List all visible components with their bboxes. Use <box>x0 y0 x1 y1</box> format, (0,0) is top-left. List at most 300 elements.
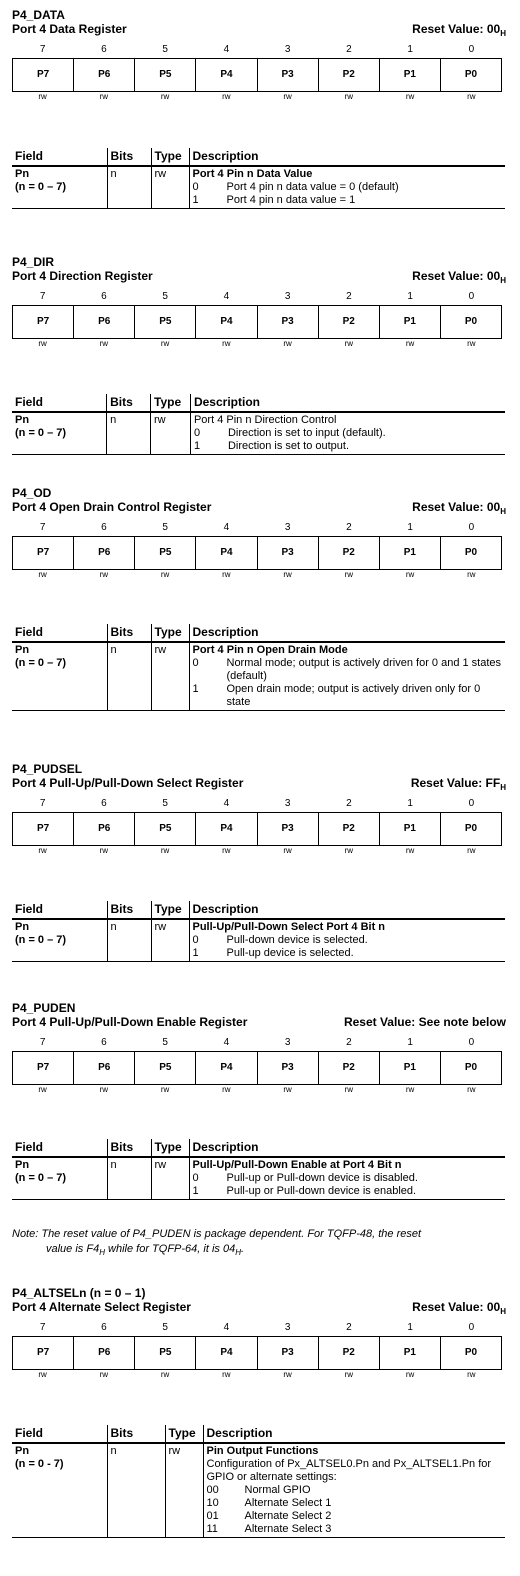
field-table <box>12 148 505 209</box>
bit-number: 4 <box>223 291 230 302</box>
bit-field-cell: P5 <box>134 813 195 845</box>
value-code: 0 <box>192 657 199 669</box>
table-row <box>12 412 505 455</box>
bit-access: rw <box>38 1370 47 1379</box>
register-header <box>12 762 506 858</box>
bit-access: rw <box>160 1085 170 1094</box>
bit-access: rw <box>467 846 476 855</box>
bit-access-row <box>12 92 502 104</box>
header-bits: Bits <box>107 394 151 412</box>
field-table <box>12 394 505 455</box>
header-field: Field <box>12 624 107 642</box>
bit-number: 5 <box>162 1322 168 1333</box>
register-header <box>12 486 506 582</box>
bit-field-cell: P5 <box>134 537 195 569</box>
value-text: Normal mode; output is actively driven for 0 and 1 states (default) <box>226 657 502 682</box>
bit-number: 4 <box>223 522 230 533</box>
description-value-row <box>193 947 503 960</box>
value-code: 1 <box>192 194 199 206</box>
bit-field-cell: P4 <box>195 537 256 569</box>
register-title: Port 4 Pull-Up/Pull-Down Enable Register <box>12 1015 248 1029</box>
register-name: P4_DATA <box>12 8 65 22</box>
table-header-row <box>12 1425 505 1443</box>
bit-access: rw <box>222 339 231 348</box>
type-cell: rw <box>151 1157 189 1200</box>
bit-field-cell: P2 <box>318 59 379 91</box>
bit-field-cell: P7 <box>36 69 50 80</box>
bit-access-row <box>12 339 502 351</box>
bit-access: rw <box>405 92 415 101</box>
bit-number-row <box>12 521 502 535</box>
field-cell <box>12 919 107 962</box>
description-title: Pull-Up/Pull-Down Select Port 4 Bit n <box>192 921 386 933</box>
description-value-row <box>207 1510 503 1523</box>
description-cell <box>189 166 505 209</box>
bit-field-cell: P1 <box>379 1337 440 1369</box>
bit-number: 7 <box>39 522 46 533</box>
bit-number: 2 <box>346 798 352 809</box>
bit-field-cell: P4 <box>195 813 256 845</box>
bit-field-cell: P0 <box>440 1052 501 1084</box>
bit-access: rw <box>99 570 109 579</box>
reset-value-label: Reset Value: 00 <box>412 269 501 283</box>
reset-value-subscript: H <box>500 29 506 38</box>
value-text: Alternate Select 1 <box>244 1497 332 1509</box>
type-cell: rw <box>151 412 191 455</box>
bit-number: 7 <box>39 291 46 302</box>
register-name: P4_PUDEN <box>12 1001 76 1015</box>
bit-field-cell: P7 <box>36 1347 50 1358</box>
reset-value-label: Reset Value: 00 <box>412 1300 501 1314</box>
description-body: Configuration of Px_ALTSEL0.Pn and Px_ALTSEL1.Pn for GPIO or alternate settings: <box>206 1458 492 1483</box>
bit-access: rw <box>283 846 292 855</box>
field-table <box>12 901 505 962</box>
bit-access: rw <box>344 92 354 101</box>
bit-number: 4 <box>223 44 230 55</box>
header-type: Type <box>151 901 189 919</box>
type-cell: rw <box>165 1443 203 1538</box>
bit-access-row <box>12 570 502 582</box>
bit-field-cell: P1 <box>379 813 440 845</box>
reset-value <box>412 269 506 288</box>
header-type: Type <box>151 624 189 642</box>
reset-value <box>344 1015 506 1034</box>
header-field: Field <box>12 1425 107 1443</box>
bit-access: rw <box>99 1370 109 1379</box>
bits-cell: n <box>107 166 151 209</box>
reset-value-subscript: H <box>500 1307 506 1316</box>
header-bits: Bits <box>107 624 151 642</box>
bit-access: rw <box>222 1085 231 1094</box>
header-bits: Bits <box>107 1139 151 1157</box>
bit-access: rw <box>99 339 109 348</box>
bit-access: rw <box>344 1370 354 1379</box>
bit-number: 4 <box>223 798 230 809</box>
bit-field-cell: P6 <box>73 1337 134 1369</box>
bit-number: 5 <box>162 44 168 55</box>
table-header-row <box>12 1139 505 1157</box>
bit-field-cell: P5 <box>134 59 195 91</box>
bit-number: 0 <box>468 798 475 809</box>
header-field: Field <box>12 1139 107 1157</box>
bit-field-cell: P1 <box>379 306 440 338</box>
description-cell <box>203 1443 505 1538</box>
bit-number: 0 <box>468 1322 475 1333</box>
bit-access: rw <box>99 1085 109 1094</box>
bit-number: 7 <box>39 44 46 55</box>
bit-number: 0 <box>468 44 475 55</box>
bit-access: rw <box>160 1370 170 1379</box>
field-range: (n = 0 – 7) <box>15 427 67 439</box>
table-header-row <box>12 148 505 166</box>
bit-access: rw <box>222 1370 231 1379</box>
bit-access-row <box>12 846 502 858</box>
description-value-row <box>207 1484 503 1497</box>
bit-number: 7 <box>39 798 46 809</box>
type-cell: rw <box>151 166 189 209</box>
bit-number: 5 <box>162 1037 168 1048</box>
bit-number: 7 <box>39 1322 46 1333</box>
reset-value-subscript: H <box>500 783 506 792</box>
table-row <box>12 166 505 209</box>
field-range: (n = 0 – 7) <box>15 934 67 946</box>
bit-number: 4 <box>223 1037 230 1048</box>
bit-number: 2 <box>346 44 352 55</box>
field-name: Pn <box>15 1159 30 1171</box>
bit-field-cell: P1 <box>379 1052 440 1084</box>
header-description: Description <box>203 1425 505 1443</box>
bit-number-row <box>12 43 502 57</box>
bit-access: rw <box>222 846 231 855</box>
field-name: Pn <box>15 168 30 180</box>
bit-number: 3 <box>284 522 291 533</box>
bit-access: rw <box>344 570 354 579</box>
bit-number: 6 <box>101 1037 107 1048</box>
bit-number: 6 <box>101 522 107 533</box>
bit-access: rw <box>38 846 47 855</box>
bit-field-box <box>12 812 502 846</box>
reset-value <box>411 776 506 795</box>
field-table <box>12 1425 505 1538</box>
bits-cell: n <box>107 642 151 711</box>
bit-access: rw <box>405 1370 415 1379</box>
value-code: 1 <box>193 440 201 452</box>
bits-cell: n <box>107 1443 165 1538</box>
table-row <box>12 642 505 711</box>
value-text: Open drain mode; output is actively driven only for 0 state <box>226 683 481 708</box>
register-title-row <box>12 776 506 791</box>
bit-access: rw <box>38 339 47 348</box>
bit-field-cell: P4 <box>195 59 256 91</box>
header-description: Description <box>189 148 505 166</box>
register-title-row <box>12 22 506 37</box>
bits-cell: n <box>107 919 151 962</box>
bit-field-cell: P7 <box>36 316 50 327</box>
bit-field-cell: P0 <box>440 537 501 569</box>
description-title: Pull-Up/Pull-Down Enable at Port 4 Bit n <box>192 1159 402 1171</box>
bit-access: rw <box>160 570 170 579</box>
register-name: P4_OD <box>12 486 52 500</box>
register-title: Port 4 Data Register <box>12 22 127 36</box>
bit-number: 1 <box>407 522 413 533</box>
note-line-2 <box>12 1242 506 1260</box>
bit-access: rw <box>99 846 109 855</box>
register-title: Port 4 Alternate Select Register <box>12 1300 191 1314</box>
bit-field-cell: P7 <box>36 1062 50 1073</box>
header-field: Field <box>12 901 107 919</box>
field-range: (n = 0 – 7) <box>15 181 67 193</box>
bit-access: rw <box>38 570 47 579</box>
bit-access: rw <box>405 1085 415 1094</box>
bit-access: rw <box>467 1085 476 1094</box>
value-code: 00 <box>206 1484 219 1496</box>
bit-access: rw <box>283 1085 292 1094</box>
reset-value <box>412 22 506 41</box>
reset-value-subscript: H <box>500 276 506 285</box>
field-cell <box>12 1443 107 1538</box>
value-code: 10 <box>206 1497 219 1509</box>
bit-field-cell: P0 <box>440 306 501 338</box>
description-title: Port 4 Pin n Data Value <box>192 168 313 180</box>
bit-field-cell: P5 <box>134 306 195 338</box>
bit-field-cell: P6 <box>73 306 134 338</box>
bit-access: rw <box>283 570 292 579</box>
bit-access: rw <box>467 570 476 579</box>
bit-field-cell: P1 <box>379 537 440 569</box>
table-row <box>12 919 505 962</box>
value-text: Port 4 pin n data value = 0 (default) <box>226 181 399 193</box>
register-title: Port 4 Open Drain Control Register <box>12 500 212 514</box>
field-name: Pn <box>15 644 30 656</box>
bit-field-cell: P7 <box>36 547 50 558</box>
header-description: Description <box>189 624 505 642</box>
register-header <box>12 255 506 351</box>
field-range: (n = 0 – 7) <box>15 657 67 669</box>
register-title-row <box>12 269 506 284</box>
value-text: Direction is set to output. <box>227 440 350 452</box>
bit-access: rw <box>222 92 231 101</box>
description-title: Pin Output Functions <box>206 1445 319 1457</box>
bit-field-cell: P3 <box>257 1337 318 1369</box>
bit-number: 2 <box>346 1037 352 1048</box>
field-range: (n = 0 - 7) <box>15 1458 64 1470</box>
bit-access: rw <box>160 339 170 348</box>
value-text: Pull-up or Pull-down device is disabled. <box>226 1172 418 1184</box>
bit-field-cell: P4 <box>195 306 256 338</box>
value-text: Pull-up device is selected. <box>226 947 354 959</box>
note <box>12 1227 506 1260</box>
field-name: Pn <box>15 414 30 426</box>
value-text: Direction is set to input (default). <box>227 427 386 439</box>
bit-access: rw <box>283 1370 292 1379</box>
value-code: 1 <box>192 1185 199 1197</box>
bit-number: 1 <box>407 44 413 55</box>
bit-number-row <box>12 290 502 304</box>
header-description: Description <box>189 1139 505 1157</box>
bit-number: 6 <box>101 798 107 809</box>
field-name: Pn <box>15 1445 30 1457</box>
value-code: 1 <box>192 683 199 695</box>
bit-access-row <box>12 1370 502 1382</box>
bit-number: 4 <box>223 1322 230 1333</box>
bit-field-cell: P6 <box>73 1052 134 1084</box>
reset-value-label: Reset Value: See note below <box>343 1015 506 1029</box>
bit-field-cell: P3 <box>257 813 318 845</box>
reset-value-label: Reset Value: 00 <box>412 500 501 514</box>
value-text: Pull-up or Pull-down device is enabled. <box>226 1185 417 1197</box>
bit-access: rw <box>160 92 170 101</box>
bit-number-row <box>12 1321 502 1335</box>
bit-access: rw <box>344 846 354 855</box>
bit-access: rw <box>283 339 292 348</box>
bit-access: rw <box>160 846 170 855</box>
bit-field-cell: P7 <box>36 823 50 834</box>
bits-cell: n <box>107 412 151 455</box>
table-header-row <box>12 624 505 642</box>
bit-access: rw <box>283 92 292 101</box>
bits-cell: n <box>107 1157 151 1200</box>
bit-number-row <box>12 1036 502 1050</box>
description-value-row <box>193 657 503 683</box>
description-value-row <box>193 683 503 709</box>
note-subscript: H <box>235 1248 241 1258</box>
reset-value-label: Reset Value: FF <box>410 776 501 790</box>
header-type: Type <box>151 1139 189 1157</box>
value-code: 0 <box>192 934 199 946</box>
note-line-1: Note: The reset value of P4_PUDEN is package dependent. For TQFP-48, the reset <box>12 1228 422 1240</box>
register-name: P4_DIR <box>12 255 55 269</box>
header-type: Type <box>165 1425 203 1443</box>
bit-number: 1 <box>407 291 413 302</box>
value-code: 1 <box>192 947 199 959</box>
bit-number: 0 <box>468 1037 475 1048</box>
register-title-row <box>12 1015 506 1030</box>
bit-field-box <box>12 536 502 570</box>
bit-number: 2 <box>346 291 352 302</box>
bit-access: rw <box>405 570 415 579</box>
header-bits: Bits <box>107 1425 165 1443</box>
table-row <box>12 1157 505 1200</box>
bit-access: rw <box>344 1085 354 1094</box>
description-value-row <box>193 181 503 194</box>
value-code: 0 <box>192 181 199 193</box>
description-cell <box>190 412 505 455</box>
bit-field-cell: P3 <box>257 59 318 91</box>
description-value-row <box>193 1185 503 1198</box>
note-text: while for TQFP-64, it is 04 <box>104 1243 236 1255</box>
bit-number: 3 <box>284 1322 291 1333</box>
bit-number: 6 <box>101 44 107 55</box>
bit-access: rw <box>405 339 415 348</box>
register-title-row <box>12 1300 506 1315</box>
table-header-row <box>12 394 505 412</box>
value-code: 0 <box>193 427 201 439</box>
bit-field-cell: P0 <box>440 813 501 845</box>
bit-number: 5 <box>162 522 168 533</box>
value-code: 01 <box>206 1510 219 1522</box>
register-header <box>12 8 506 104</box>
bit-field-cell: P4 <box>195 1337 256 1369</box>
header-description: Description <box>189 901 505 919</box>
bit-access: rw <box>38 92 47 101</box>
register-name: P4_PUDSEL <box>12 762 83 776</box>
bit-field-cell: P2 <box>318 1337 379 1369</box>
field-cell <box>12 166 107 209</box>
bit-field-cell: P2 <box>318 306 379 338</box>
bit-field-cell: P6 <box>73 813 134 845</box>
bit-number: 2 <box>346 1322 352 1333</box>
bit-access: rw <box>222 570 231 579</box>
description-title: Port 4 Pin n Direction Control <box>193 414 337 426</box>
description-cell <box>189 1157 505 1200</box>
bit-number: 1 <box>407 798 413 809</box>
note-text: value is F4 <box>46 1243 100 1255</box>
register-title: Port 4 Pull-Up/Pull-Down Select Register <box>12 776 244 790</box>
bit-number: 3 <box>284 798 291 809</box>
bit-field-box <box>12 1051 502 1085</box>
bit-number: 3 <box>284 44 291 55</box>
field-range: (n = 0 – 7) <box>15 1172 67 1184</box>
description-value-row <box>193 1172 503 1185</box>
bit-field-cell: P3 <box>257 537 318 569</box>
type-cell: rw <box>151 919 189 962</box>
bit-field-cell: P4 <box>195 1052 256 1084</box>
header-field: Field <box>12 394 107 412</box>
bit-number: 2 <box>346 522 352 533</box>
header-bits: Bits <box>107 148 151 166</box>
bit-number: 5 <box>162 798 168 809</box>
bit-field-cell: P5 <box>134 1337 195 1369</box>
field-name: Pn <box>15 921 30 933</box>
reset-value <box>412 1300 506 1319</box>
bit-access: rw <box>467 92 476 101</box>
reset-value-subscript: H <box>500 507 506 516</box>
register-header <box>12 1286 506 1382</box>
register-title: Port 4 Direction Register <box>12 269 153 283</box>
description-title: Port 4 Pin n Open Drain Mode <box>192 644 348 656</box>
register-name: P4_ALTSELn (n = 0 – 1) <box>12 1286 146 1300</box>
bit-field-cell: P2 <box>318 813 379 845</box>
value-code: 0 <box>192 1172 199 1184</box>
bit-field-cell: P3 <box>257 306 318 338</box>
description-value-row <box>207 1497 503 1510</box>
value-text: Alternate Select 2 <box>244 1510 332 1522</box>
bit-field-cell: P2 <box>318 1052 379 1084</box>
bit-access: rw <box>99 92 109 101</box>
bit-field-cell: P6 <box>73 537 134 569</box>
bit-number: 5 <box>162 291 168 302</box>
type-cell: rw <box>151 642 189 711</box>
bit-number: 1 <box>407 1322 413 1333</box>
bit-field-cell: P0 <box>440 1337 501 1369</box>
register-header <box>12 1001 506 1097</box>
value-text: Alternate Select 3 <box>244 1523 332 1535</box>
header-bits: Bits <box>107 901 151 919</box>
description-value-row <box>194 440 502 453</box>
bit-number-row <box>12 797 502 811</box>
bit-field-box <box>12 305 502 339</box>
note-subscript: H <box>99 1248 105 1258</box>
value-code: 11 <box>206 1523 218 1535</box>
field-cell <box>12 412 107 455</box>
bit-number: 3 <box>284 1037 291 1048</box>
reset-value-label: Reset Value: 00 <box>412 22 501 36</box>
description-value-row <box>207 1523 503 1536</box>
field-table <box>12 624 505 711</box>
bit-access: rw <box>467 339 476 348</box>
header-type: Type <box>151 148 189 166</box>
bit-access: rw <box>38 1085 47 1094</box>
